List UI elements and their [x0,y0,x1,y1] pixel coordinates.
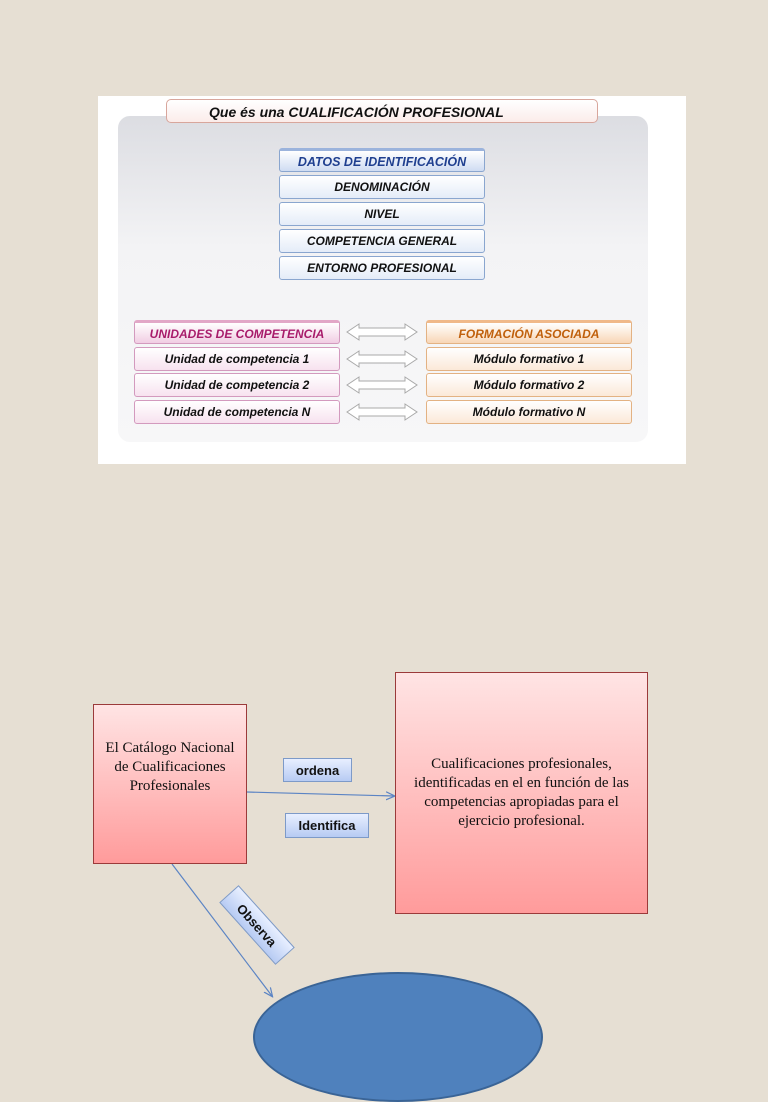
catalog-box: El Catálogo Nacional de Cualificaciones Profesionales [93,704,247,864]
ordena-connector [247,792,394,796]
identification-item-entorno-profesional: ENTORNO PROFESIONAL [279,256,485,280]
competence-unit-n: Unidad de competencia N [134,400,340,424]
competences-header: UNIDADES DE COMPETENCIA [134,320,340,344]
blue-ellipse [253,972,543,1102]
training-header: FORMACIÓN ASOCIADA [426,320,632,344]
identification-item-nivel: NIVEL [279,202,485,226]
identification-item-competencia-general: COMPETENCIA GENERAL [279,229,485,253]
figure-title: Que és una CUALIFICACIÓN PROFESIONAL [166,99,598,123]
ordena-label: ordena [283,758,352,782]
training-module-n: Módulo formativo N [426,400,632,424]
identification-item-denominacion: DENOMINACIÓN [279,175,485,199]
observa-label: Observa [219,885,295,965]
training-module-2: Módulo formativo 2 [426,373,632,397]
identifica-label: Identifica [285,813,369,838]
qualifications-box: Cualificaciones profesionales, identificadas en el en función de las competencias apropiadas para el ejercicio profesional. [395,672,648,914]
training-module-1: Módulo formativo 1 [426,347,632,371]
identification-header: DATOS DE IDENTIFICACIÓN [279,148,485,172]
competence-unit-2: Unidad de competencia 2 [134,373,340,397]
competence-unit-1: Unidad de competencia 1 [134,347,340,371]
